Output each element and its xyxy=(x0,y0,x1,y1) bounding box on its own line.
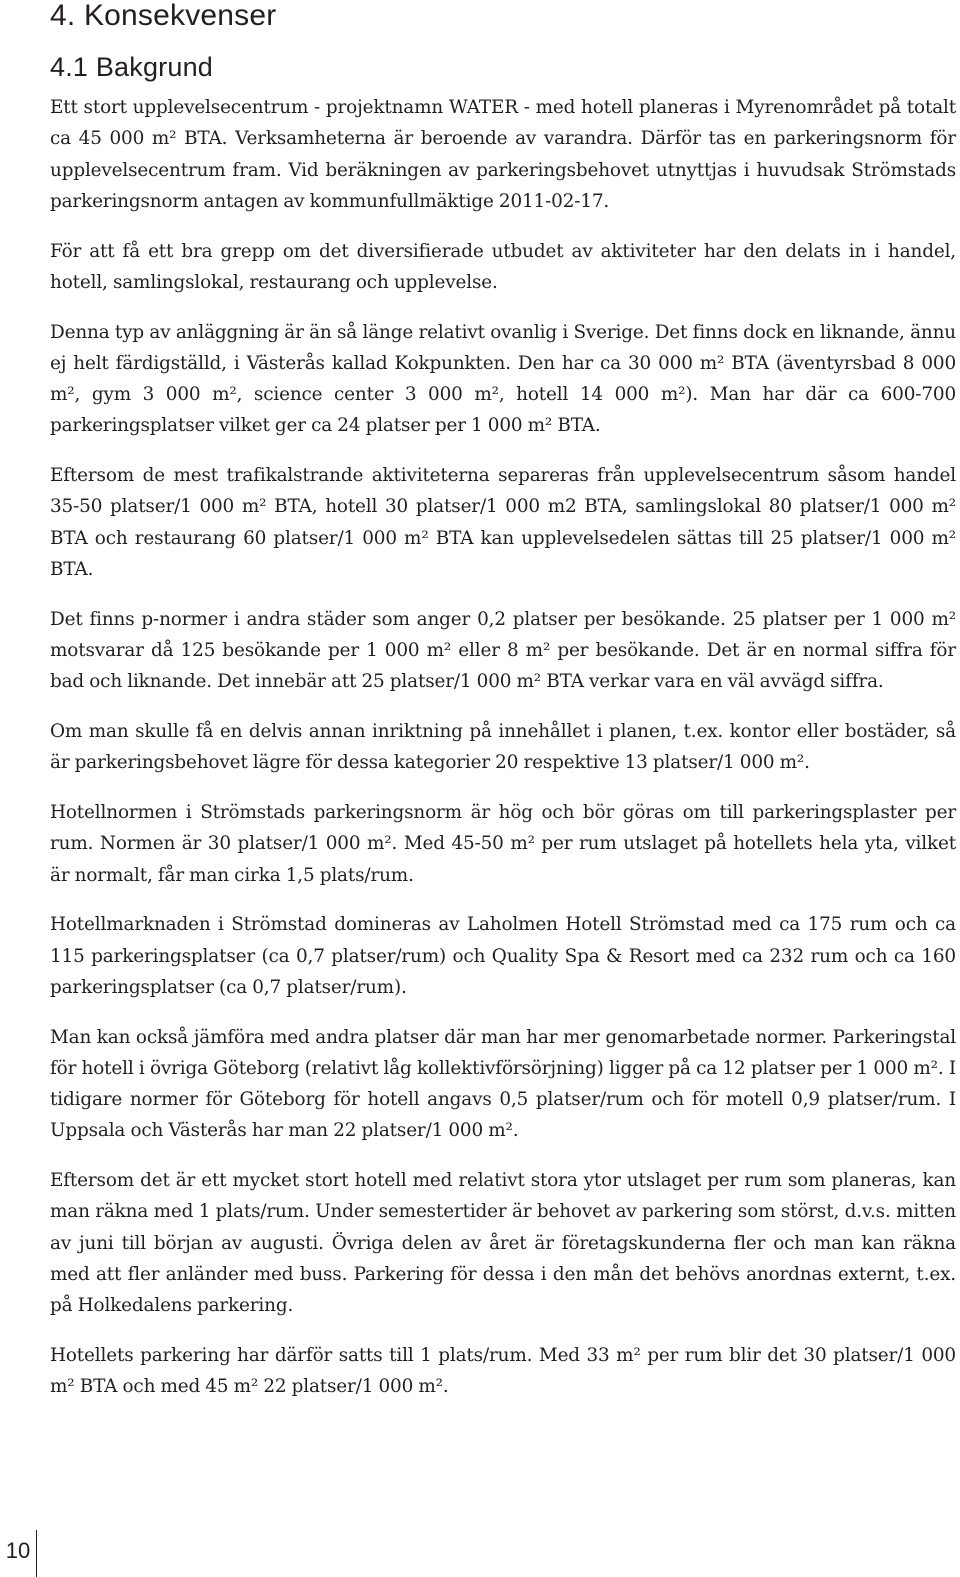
paragraph: Eftersom de mest trafikalstrande aktiviteterna separeras från upplevelsecentrum såsom handel 35-50 platser/1 000 m² BTA, hotell 30 platser/1 000 m2 BTA, samlingslokal 80 platser/1 000 m² BTA och restaurang 60 platser/1 000 m² BTA kan upplevelsedelen sättas till 25 platser/1 000 m² BTA. xyxy=(50,465,956,581)
paragraph: Hotellmarknaden i Strömstad domineras av Laholmen Hotell Strömstad med ca 175 rum och ca 115 parkeringsplatser (ca 0,7 platser/rum) och Quality Spa & Resort med ca 232 rum och ca 160 parkeringsplatser (ca 0,7 platser/rum). xyxy=(50,914,956,998)
paragraph: För att få ett bra grepp om det diversifierade utbudet av aktiviteter har den delats in i handel, hotell, samlingslokal, restaurang och upplevelse. xyxy=(50,240,956,293)
paragraph: Hotellets parkering har därför satts till 1 plats/rum. Med 33 m² per rum blir det 30 platser/1 000 m² BTA och med 45 m² 22 platser/1 000 m². xyxy=(50,1345,956,1398)
chapter-heading: 4. Konsekvenser xyxy=(50,0,277,32)
document-page xyxy=(50,0,956,1421)
section-heading: 4.1 Bakgrund xyxy=(50,52,214,82)
margin-rule xyxy=(36,1530,37,1577)
paragraph: Hotellnormen i Strömstads parkeringsnorm är hög och bör göras om till parkeringsplaster per rum. Normen är 30 platser/1 000 m². Med 45-50 m² per rum utslaget på hotellets hela yta, vilket är normalt, får man cirka 1,5 plats/rum. xyxy=(50,801,956,886)
paragraph: Denna typ av anläggning är än så länge relativt ovanlig i Sverige. Det finns dock en liknande, ännu ej helt färdigställd, i Västerås kallad Kokpunkten. Den har ca 30 000 m² BTA (äventyrsbad 8 000 m², gym 3 000 m², science center 3 000 m², hotell 14 000 m²). Man har där ca 600-700 parkeringsplatser vilket ger ca 24 platser per 1 000 m² BTA. xyxy=(50,321,956,437)
paragraph: Eftersom det är ett mycket stort hotell med relativt stora ytor utslaget per rum som planeras, kan man räkna med 1 plats/rum. Under semestertider är behovet av parkering som störst, d.v.s. mitten av juni till början av augusti. Övriga delen av året är företagskunderna fler och man kan räkna med att fler anländer med buss. Parkering för dessa i den mån det behövs anordnas externt, t.ex. på Holkedalens parkering. xyxy=(50,1170,956,1317)
paragraph: Man kan också jämföra med andra platser där man har mer genomarbetade normer. Parkeringstal för hotell i övriga Göteborg (relativt låg kollektivförsörjning) ligger på ca 12 platser per 1 000 m². I tidigare normer för Göteborg för hotell angavs 0,5 platser/rum och för motell 0,9 platser/rum. I Uppsala och Västerås har man 22 platser/1 000 m². xyxy=(50,1026,956,1142)
page-number: 10 xyxy=(5,1538,31,1563)
paragraph: Det finns p-normer i andra städer som anger 0,2 platser per besökande. 25 platser per 1 000 m² motsvarar då 125 besökande per 1 000 m² eller 8 m² per besökande. Det är en normal siffra för bad och liknande. Det innebär att 25 platser/1 000 m² BTA verkar vara en väl avvägd siffra. xyxy=(50,608,956,693)
paragraph: Om man skulle få en delvis annan inriktning på innehållet i planen, t.ex. kontor eller bostäder, så är parkeringsbehovet lägre för dessa kategorier 20 respektive 13 platser/1 000 m². xyxy=(50,721,956,774)
paragraph: Ett stort upplevelsecentrum - projektnamn WATER - med hotell planeras i Myrenområdet på totalt ca 45 000 m² BTA. Verksamheterna är beroende av varandra. Därför tas en parkeringsnorm för upplevelsecentrum fram. Vid beräkningen av parkeringsbehovet utnyttjas i huvudsak Strömstads parkeringsnorm antagen av kommunfullmäktige 2011-02-17. xyxy=(50,97,956,212)
